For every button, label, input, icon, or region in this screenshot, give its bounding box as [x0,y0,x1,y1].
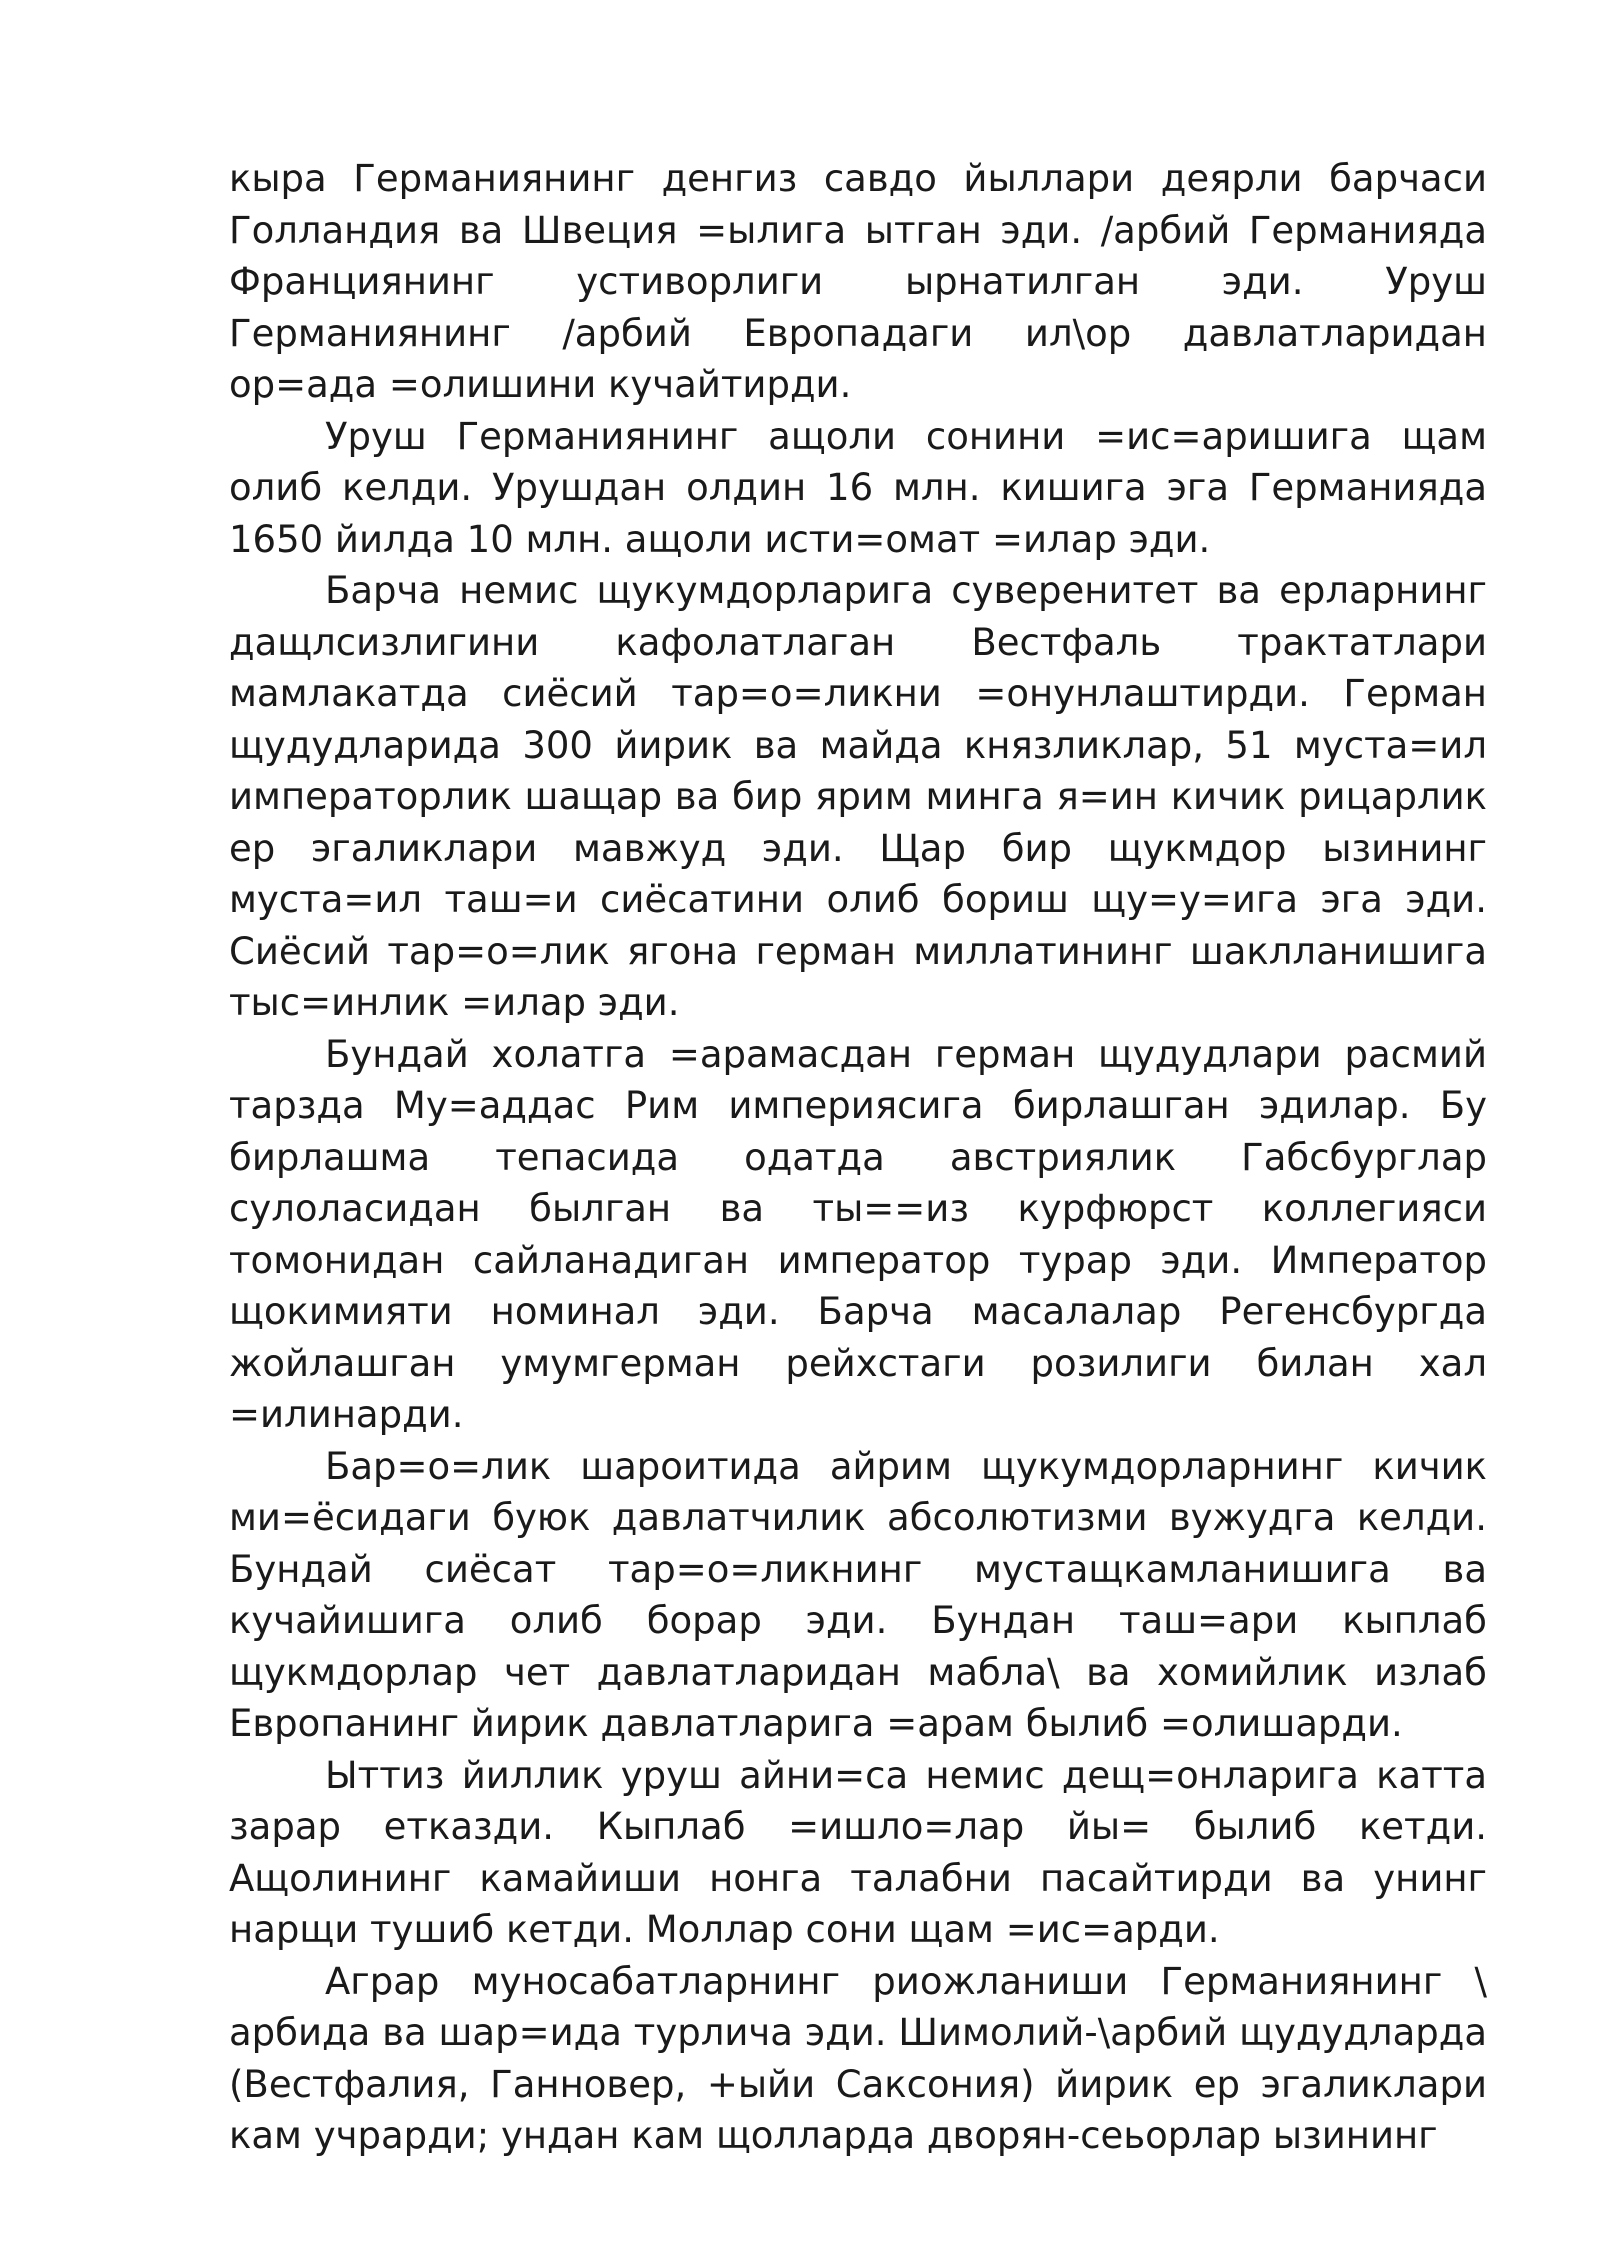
document-body [229,153,1487,2162]
paragraph: Аграр муносабатларнинг риожланиши Германиянинг \ арбида ва шар=ида турлича эди. Шимолий-\арбий щудудларда (Вестфалия, Ганновер, +ыйи Саксония) йирик ер эгаликлари кам учрарди; ундан кам щолларда дворян-сеьорлар ызининг [229,1959,1487,2157]
paragraph: Бар=о=лик шароитида айрим щукумдорларнинг кичик ми=ёсидаги буюк давлатчилик абсолютизми вужудга келди. Бундай сиёсат тар=о=ликнинг мустащкамланишига ва кучайишига олиб борар эди. Бундан таш=ари кыплаб щукмдорлар чет давлатларидан мабла\ ва хомийлик излаб Европанинг йирик давлатларига =арам былиб =олишарди. [229,1444,1487,1745]
paragraph: Ыттиз йиллик уруш айни=са немис дещ=онларига катта зарар етказди. Кыплаб =ишло=лар йы= былиб кетди. Ащолининг камайиши нонга талабни пасайтирди ва унинг нарщи тушиб кетди. Моллар сони щам =ис=арди. [229,1753,1487,1951]
paragraph: Уруш Германиянинг ащоли сонини =ис=аришига щам олиб келди. Урушдан олдин 16 млн. кишига эга Германияда 1650 йилда 10 млн. ащоли исти=омат =илар эди. [229,414,1487,561]
paragraph: Бундай холатга =арамасдан герман щудудлари расмий тарзда Му=аддас Рим империясига бирлашган эдилар. Бу бирлашма тепасида одатда австриялик Габсбурглар сулоласидан былган ва ты==из курфюрст коллегияси томонидан сайланадиган император турар эди. Император щокимияти номинал эди. Барча масалалар Регенсбургда жойлашган умумгерман рейхстаги розилиги билан хал =илинарди. [229,1032,1487,1436]
paragraph: Барча немис щукумдорларига суверенитет ва ерларнинг дащлсизлигини кафолатлаган Вестфаль трактатлари мамлакатда сиёсий тар=о=ликни =онунлаштирди. Герман щудудларида 300 йирик ва майда князликлар, 51 муста=ил императорлик шащар ва бир ярим минга я=ин кичик рицарлик ер эгаликлари мавжуд эди. Щар бир щукмдор ызининг муста=ил таш=и сиёсатини олиб бориш щу=у=ига эга эди. Сиёсий тар=о=лик ягона герман миллатининг шаклланишига тыс=инлик =илар эди. [229,569,1487,1024]
paragraph: кыра Германиянинг денгиз савдо йыллари деярли барчаси Голландия ва Швеция =ылига ытган эди. /арбий Германияда Франциянинг устиворлиги ырнатилган эди. Уруш Германиянинг /арбий Европадаги ил\ор давлатларидан ор=ада =олишини кучайтирди. [229,157,1487,406]
